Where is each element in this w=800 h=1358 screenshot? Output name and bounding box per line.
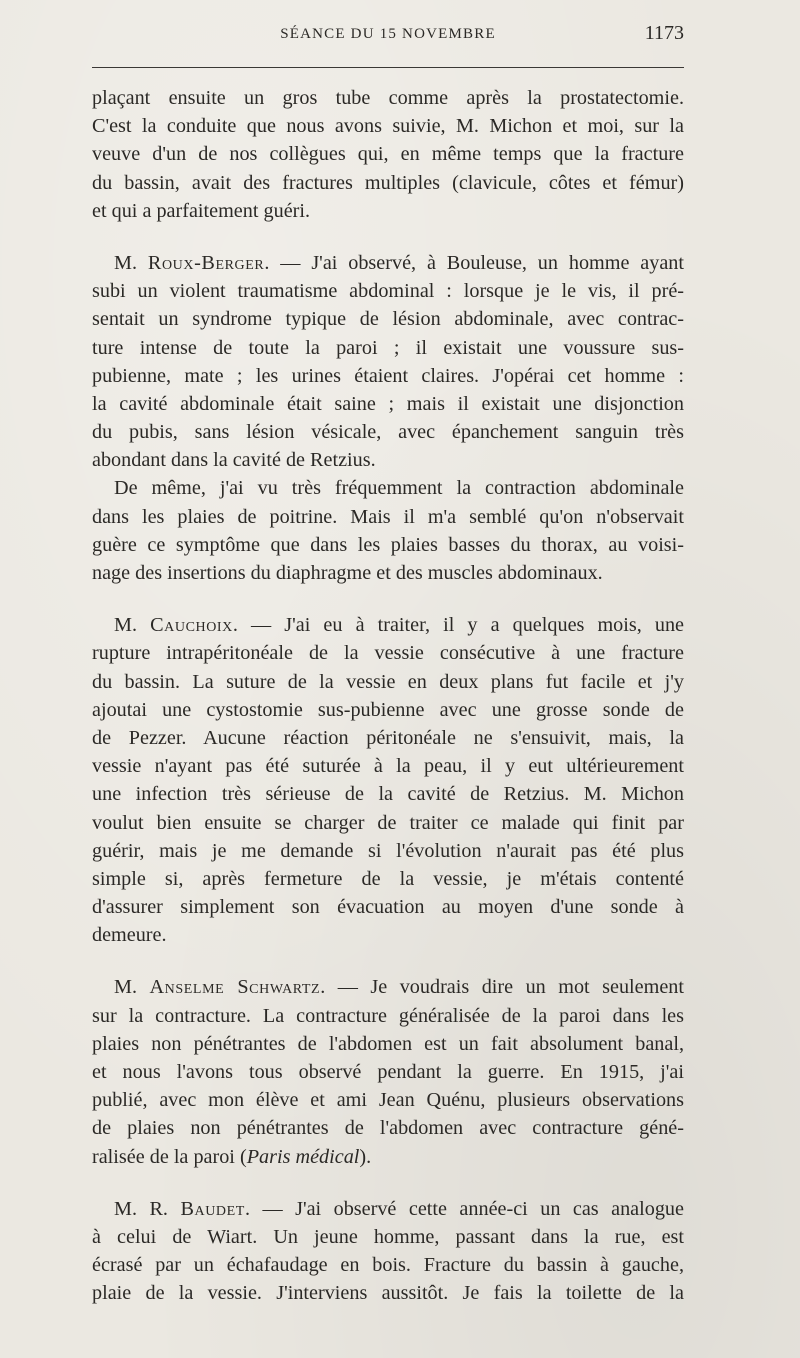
text-line: publié, avec mon élève et ami Jean Quénu, plusieurs observations xyxy=(92,1089,684,1112)
text-line: C'est la conduite que nous avons suivie, M. Michon et moi, sur la xyxy=(92,115,684,138)
paragraph-roux-berger xyxy=(92,249,684,475)
text-line: du bassin. La suture de la vessie en deux plans fut facile et j'y xyxy=(92,670,684,693)
text-line: de plaies non pénétrantes de l'abdomen avec contracture géné- xyxy=(92,1117,684,1140)
header-rule xyxy=(92,67,684,68)
text-line: du pubis, sans lésion vésicale, avec épanchement sanguin très xyxy=(92,421,684,444)
text-line: la cavité abdominale était saine ; mais il existait une disjonction xyxy=(92,392,684,415)
text-line: d'assurer simplement son évacuation au moyen d'une sonde à xyxy=(92,896,684,919)
speaker-name: Cauchoix xyxy=(150,614,233,637)
running-title: SÉANCE DU 15 NOVEMBRE xyxy=(280,26,496,42)
text-line: vessie n'ayant pas été suturée à la peau, il y eut ultérieurement xyxy=(92,755,684,778)
text-line: subi un violent traumatisme abdominal : lorsque je le vis, il pré- xyxy=(92,280,684,303)
running-header xyxy=(92,22,684,46)
text-line: pubienne, mate ; les urines étaient claires. J'opérai cet homme : xyxy=(92,364,684,387)
text-line: ajoutai une cystostomie sus-pubienne avec une grosse sonde de xyxy=(92,698,684,721)
text-line: ralisée de la paroi (Paris médical). xyxy=(92,1145,372,1168)
text-line: à celui de Wiart. Un jeune homme, passant dans la rue, est xyxy=(92,1225,684,1248)
text-line: veuve d'un de nos collègues qui, en même temps que la fracture xyxy=(92,143,684,166)
text-line: guère ce symptôme que dans les plaies basses du thorax, au voisi- xyxy=(92,533,684,556)
text-line: dans les plaies de poitrine. Mais il m'a semblé qu'on n'observait xyxy=(92,505,684,528)
text-line: plaie de la vessie. J'interviens aussitôt. Je fais la toilette de la xyxy=(92,1282,684,1305)
paragraph-schwartz xyxy=(92,973,684,1170)
text-line: et nous l'avons tous observé pendant la guerre. En 1915, j'ai xyxy=(92,1061,684,1083)
text-line: du bassin, avait des fractures multiples (clavicule, côtes et fémur) xyxy=(92,171,684,194)
paragraph-contraction xyxy=(92,474,684,587)
text-line: rupture intrapéritonéale de la vessie consécutive à une fracture xyxy=(92,642,684,665)
speaker-name: Baudet xyxy=(180,1197,245,1220)
text-line: et qui a parfaitement guéri. xyxy=(92,199,311,222)
speaker-name: Anselme Schwartz xyxy=(149,976,321,999)
text-line: simple si, après fermeture de la vessie, je m'étais contenté xyxy=(92,867,684,890)
text-line: voulut bien ensuite se charger de traiter ce malade qui finit par xyxy=(92,811,684,834)
paragraph-baudet xyxy=(92,1195,684,1308)
journal-title: Paris médical xyxy=(246,1145,360,1168)
paragraph-continuation xyxy=(92,84,684,225)
text-line: plaies non pénétrantes de l'abdomen est un fait absolument banal, xyxy=(92,1032,684,1055)
text-line: M. Roux-Berger. — J'ai observé, à Bouleuse, un homme ayant xyxy=(114,251,684,274)
text-line: écrasé par un échafaudage en bois. Fracture du bassin à gauche, xyxy=(92,1254,684,1277)
text-line: sentait un syndrome typique de lésion abdominale, avec contrac- xyxy=(92,308,684,331)
text-line: abondant dans la cavité de Retzius. xyxy=(92,449,376,472)
speaker-name: Roux-Berger xyxy=(147,251,265,274)
text-line: sur la contracture. La contracture généralisée de la paroi dans les xyxy=(92,1004,684,1027)
text-line: nage des insertions du diaphragme et des muscles abdominaux. xyxy=(92,562,603,584)
body-text xyxy=(92,84,684,1308)
text-line: demeure. xyxy=(92,924,167,947)
text-line: M. Anselme Schwartz. — Je voudrais dire un mot seulement xyxy=(114,976,684,999)
text-line: guérir, mais je me demande si l'évolution n'aurait pas été plus xyxy=(92,839,684,862)
text-line: M. Cauchoix. — J'ai eu à traiter, il y a quelques mois, une xyxy=(114,614,684,637)
text-line: ture intense de toute la paroi ; il existait une voussure sus- xyxy=(92,336,684,359)
page-number: 1173 xyxy=(644,22,684,44)
text-line: de Pezzer. Aucune réaction péritonéale ne s'ensuivit, mais, la xyxy=(92,726,684,749)
text-line: De même, j'ai vu très fréquemment la contraction abdominale xyxy=(114,477,684,500)
text-line: plaçant ensuite un gros tube comme après la prostatectomie. xyxy=(92,87,684,109)
text-line: M. R. Baudet. — J'ai observé cette année-ci un cas analogue xyxy=(114,1197,684,1220)
paragraph-cauchoix xyxy=(92,611,684,949)
text-line: une infection très sérieuse de la cavité de Retzius. M. Michon xyxy=(92,783,684,806)
